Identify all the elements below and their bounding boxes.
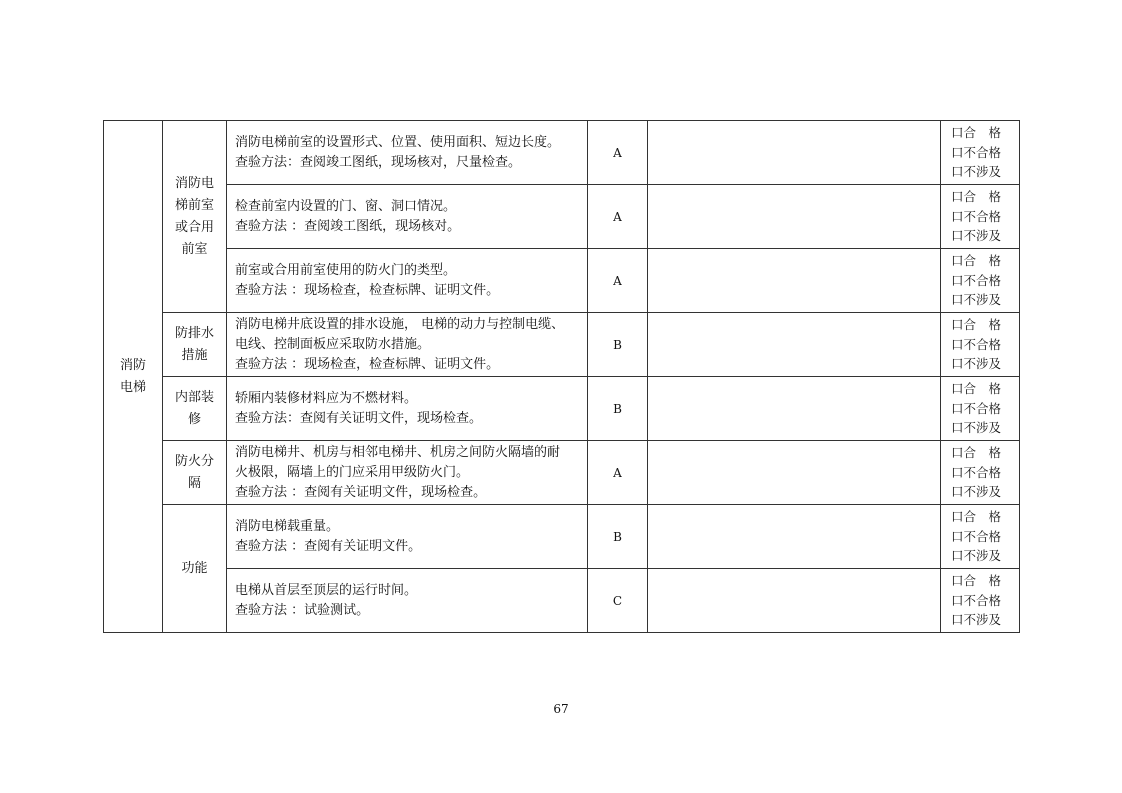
result-option-na[interactable]: 口不涉及	[951, 356, 1002, 372]
result-option-pass[interactable]: 口合 格	[951, 381, 1002, 397]
check-item-text: 电梯从首层至顶层的运行时间。	[235, 582, 418, 598]
result-option-na[interactable]: 口不涉及	[951, 292, 1002, 308]
result-cell	[941, 377, 1020, 441]
subcategory-label: 防排水措施	[174, 325, 214, 363]
grade-value: C	[612, 593, 623, 608]
check-item-cell	[227, 569, 588, 633]
record-cell[interactable]	[648, 569, 941, 633]
check-item-cell	[227, 185, 588, 249]
subcategory-label: 功能	[181, 560, 208, 576]
check-item-cell	[227, 313, 588, 377]
check-item-text: 消防电梯前室的设置形式、位置、使用面积、短边长度。	[235, 134, 561, 150]
result-option-pass[interactable]: 口合 格	[951, 445, 1002, 461]
table-row	[104, 441, 1020, 505]
subcategory-label: 内部装修	[174, 389, 214, 427]
record-cell[interactable]	[648, 505, 941, 569]
check-item-text: 消防电梯载重量。	[235, 518, 340, 534]
check-item-text: 前室或合用前室使用的防火门的类型。	[235, 262, 457, 278]
check-item-cell	[227, 377, 588, 441]
result-option-pass[interactable]: 口合 格	[951, 189, 1002, 205]
result-cell	[941, 441, 1020, 505]
result-option-fail[interactable]: 口不合格	[951, 528, 1002, 544]
result-option-na[interactable]: 口不涉及	[951, 612, 1002, 628]
record-cell[interactable]	[648, 441, 941, 505]
record-cell[interactable]	[648, 121, 941, 185]
grade-value: A	[613, 273, 622, 288]
subcategory-cell	[163, 121, 227, 313]
category-label: 消防电梯	[119, 357, 146, 395]
check-method-text: 查验方法 ：查阅竣工图纸，现场核对。	[235, 218, 461, 234]
check-item-text: 轿厢内装修材料应为不燃材料。	[235, 390, 418, 406]
inspection-table	[103, 120, 1020, 633]
result-cell	[941, 121, 1020, 185]
check-item-text: 电线、控制面板应采取防水措施。	[235, 336, 431, 352]
grade-cell	[588, 249, 648, 313]
check-item-cell	[227, 249, 588, 313]
result-cell	[941, 313, 1020, 377]
check-method-text: 查验方法：查阅竣工图纸，现场核对，尺量检查。	[235, 154, 522, 170]
check-item-cell	[227, 441, 588, 505]
grade-cell	[588, 185, 648, 249]
result-option-na[interactable]: 口不涉及	[951, 484, 1002, 500]
grade-cell	[588, 121, 648, 185]
check-method-text: 查验方法 ：现场检查，检查标牌、证明文件。	[235, 356, 500, 372]
subcategory-cell	[163, 441, 227, 505]
result-option-pass[interactable]: 口合 格	[951, 317, 1002, 333]
result-option-fail[interactable]: 口不合格	[951, 208, 1002, 224]
check-item-cell	[227, 505, 588, 569]
check-item-text: 消防电梯井、机房与相邻电梯井、机房之间防火隔墙的耐	[235, 444, 561, 460]
subcategory-cell	[163, 505, 227, 633]
grade-cell	[588, 569, 648, 633]
grade-value: A	[613, 465, 622, 480]
result-option-pass[interactable]: 口合 格	[951, 125, 1002, 141]
result-option-fail[interactable]: 口不合格	[951, 336, 1002, 352]
record-cell[interactable]	[648, 249, 941, 313]
check-method-text: 查验方法：查阅有关证明文件，现场检查。	[235, 410, 483, 426]
page-number: 67	[553, 702, 569, 716]
result-option-fail[interactable]: 口不合格	[951, 272, 1002, 288]
result-option-fail[interactable]: 口不合格	[951, 144, 1002, 160]
record-cell[interactable]	[648, 313, 941, 377]
grade-cell	[588, 377, 648, 441]
grade-value: B	[613, 529, 622, 544]
result-cell	[941, 505, 1020, 569]
subcategory-cell	[163, 377, 227, 441]
result-option-fail[interactable]: 口不合格	[951, 592, 1002, 608]
category-cell	[104, 121, 163, 633]
check-method-text: 查验方法 ：查阅有关证明文件，现场检查。	[235, 484, 487, 500]
grade-value: B	[613, 401, 622, 416]
table-row	[104, 377, 1020, 441]
subcategory-label: 防火分隔	[174, 453, 214, 491]
result-option-pass[interactable]: 口合 格	[951, 509, 1002, 525]
result-cell	[941, 569, 1020, 633]
record-cell[interactable]	[648, 377, 941, 441]
check-method-text: 查验方法 ：现场检查，检查标牌、证明文件。	[235, 282, 500, 298]
grade-value: B	[613, 337, 622, 352]
grade-cell	[588, 313, 648, 377]
subcategory-cell	[163, 313, 227, 377]
check-item-cell	[227, 121, 588, 185]
record-cell[interactable]	[648, 185, 941, 249]
check-method-text: 查验方法 ：试验测试。	[235, 602, 370, 618]
result-option-fail[interactable]: 口不合格	[951, 464, 1002, 480]
check-item-text: 检查前室内设置的门、窗、洞口情况。	[235, 198, 457, 214]
result-cell	[941, 249, 1020, 313]
table-row	[104, 313, 1020, 377]
grade-cell	[588, 505, 648, 569]
result-option-na[interactable]: 口不涉及	[951, 228, 1002, 244]
grade-value: A	[613, 145, 622, 160]
table-row	[104, 569, 1020, 633]
grade-value: A	[613, 209, 622, 224]
result-option-pass[interactable]: 口合 格	[951, 573, 1002, 589]
result-option-pass[interactable]: 口合 格	[951, 253, 1002, 269]
subcategory-label: 消防电梯前室或合用前室	[174, 175, 214, 257]
grade-cell	[588, 441, 648, 505]
result-option-fail[interactable]: 口不合格	[951, 400, 1002, 416]
table-row	[104, 249, 1020, 313]
table-row	[104, 121, 1020, 185]
table-row	[104, 505, 1020, 569]
result-option-na[interactable]: 口不涉及	[951, 164, 1002, 180]
table-row	[104, 185, 1020, 249]
check-method-text: 查验方法 ：查阅有关证明文件。	[235, 538, 422, 554]
result-option-na[interactable]: 口不涉及	[951, 548, 1002, 564]
result-option-na[interactable]: 口不涉及	[951, 420, 1002, 436]
check-item-text: 火极限，隔墙上的门应采用甲级防火门。	[235, 464, 470, 480]
check-item-text: 消防电梯井底设置的排水设施， 电梯的动力与控制电缆、	[235, 316, 565, 332]
result-cell	[941, 185, 1020, 249]
